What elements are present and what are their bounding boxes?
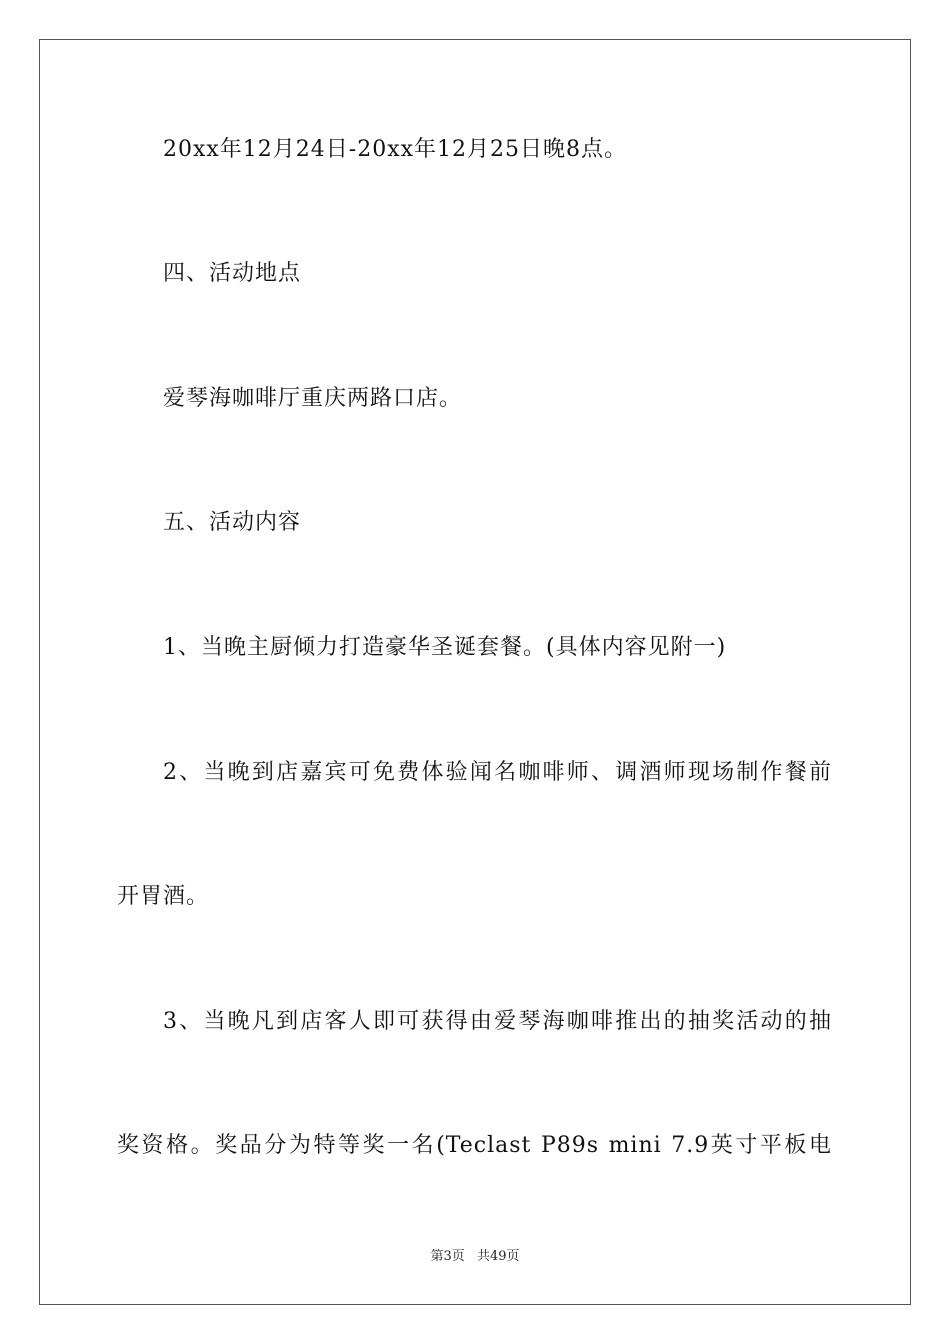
- content-item-3: 3、当晚凡到店客人即可获得由爱琴海咖啡推出的抽奖活动的抽: [163, 1009, 832, 1034]
- page-footer: [0, 1248, 950, 1266]
- location-text: 爱琴海咖啡厅重庆两路口店。: [163, 386, 463, 411]
- page-total: 共49页: [476, 1249, 520, 1264]
- page-frame: [39, 39, 911, 1305]
- content-item-2-continued: 开胃酒。: [117, 884, 210, 909]
- content-item-1: 1、当晚主厨倾力打造豪华圣诞套餐。(具体内容见附一): [163, 635, 727, 660]
- content-item-3-continued: 奖资格。奖品分为特等奖一名(Teclast P89s mini 7.9英寸平板电: [117, 1133, 832, 1158]
- section-heading-location: 四、活动地点: [163, 261, 302, 286]
- content-item-2: 2、当晚到店嘉宾可免费体验闻名咖啡师、调酒师现场制作餐前: [163, 760, 832, 785]
- section-heading-content: 五、活动内容: [163, 510, 302, 535]
- time-text: 20xx年12月24日-20xx年12月25日晚8点。: [163, 137, 628, 162]
- page-number: 第3页: [430, 1249, 465, 1264]
